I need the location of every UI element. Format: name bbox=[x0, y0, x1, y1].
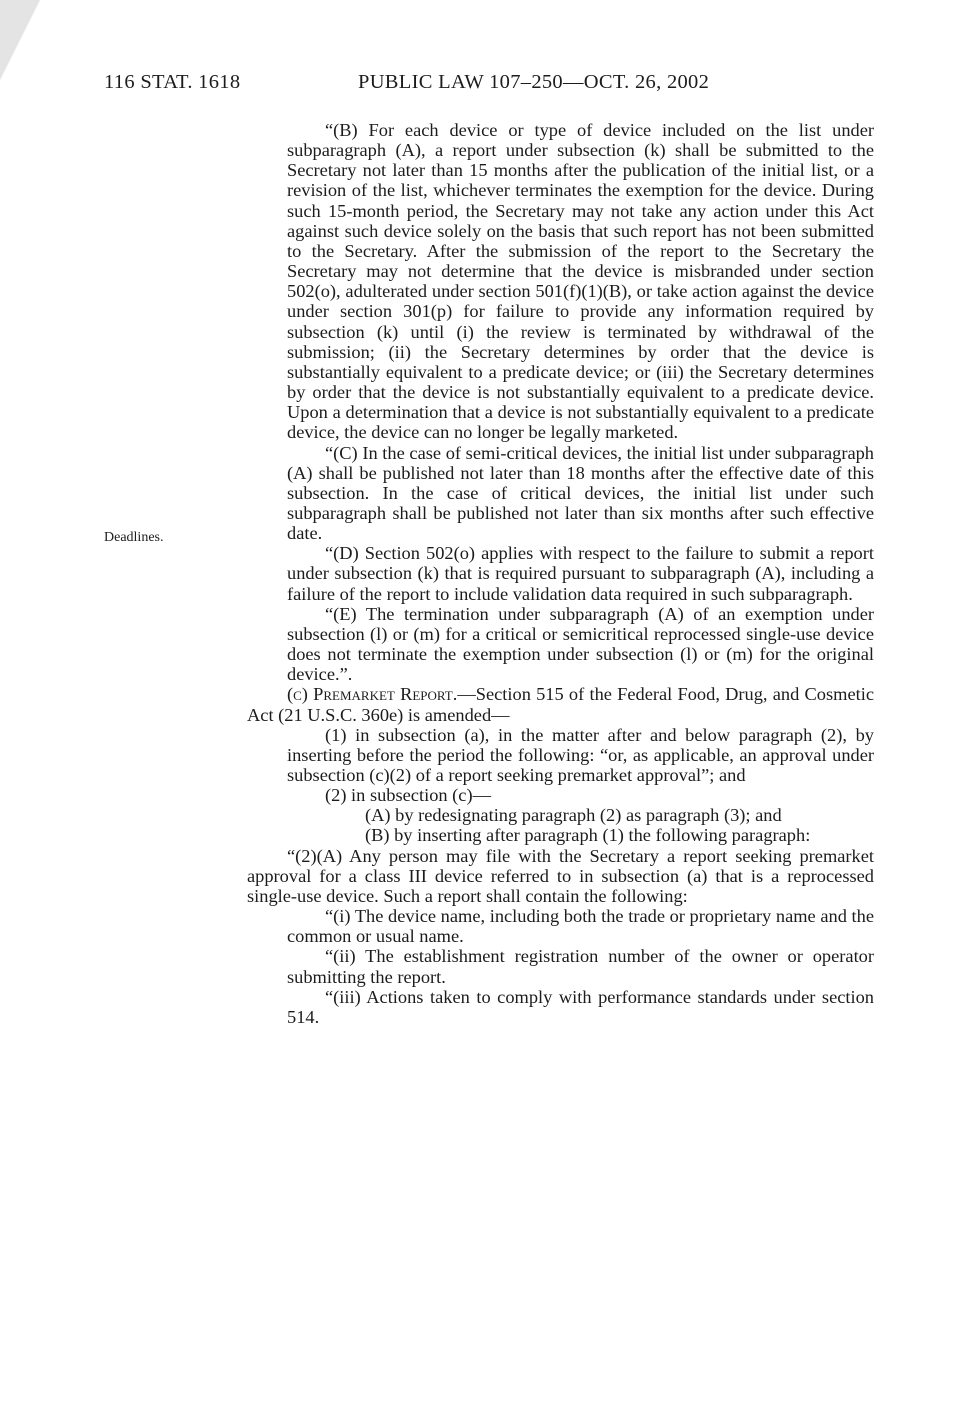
document-body bbox=[247, 120, 874, 1027]
premarket-report-heading: (c) Premarket Report. bbox=[287, 684, 458, 705]
law-title-header: PUBLIC LAW 107–250—OCT. 26, 2002 bbox=[358, 71, 710, 93]
margin-note-deadlines: Deadlines. bbox=[104, 530, 164, 545]
paragraph-1: (1) in subsection (a), in the matter after and below paragraph (2), by inserting before the period the following: “or, as applicable, an approval under subsection (c)(2) of a report seeking premarket approval”; and bbox=[287, 724, 874, 785]
paragraph-i: “(i) The device name, including both the trade or proprietary name and the common or usual name. bbox=[287, 906, 874, 947]
paragraph-2b: (B) by inserting after paragraph (1) the following paragraph: bbox=[365, 825, 811, 846]
page-number-header: 116 STAT. 1618 bbox=[104, 71, 241, 93]
premarket-report-text: —Section 515 of the Federal Food, Drug, and Cosmetic Act (21 U.S.C. 360e) is amended— bbox=[247, 684, 874, 725]
paragraph-ii: “(ii) The establishment registration number of the owner or operator submitting the report. bbox=[287, 946, 874, 987]
scan-corner-shadow bbox=[0, 0, 40, 80]
paragraph-c: “(C) In the case of semi-critical devices, the initial list under subparagraph (A) shall be published not later than 18 months after the effective date of this subsection. In the case of critical devices, the initial list under such subparagraph shall be published not later than six months after such effective date. bbox=[287, 442, 874, 544]
paragraph-2: (2) in subsection (c)— bbox=[325, 785, 491, 806]
paragraph-2A-any-person: “(2)(A) Any person may file with the Secretary a report seeking premarket approval for a class III device referred to in subsection (a) that is a reprocessed single-use device. Such a report shall contain the following: bbox=[247, 845, 874, 906]
paragraph-premarket-report bbox=[247, 684, 874, 724]
paragraph-iii: “(iii) Actions taken to comply with performance standards under section 514. bbox=[287, 986, 874, 1027]
paragraph-e: “(E) The termination under subparagraph (A) of an exemption under subsection (l) or (m) for a critical or semicritical reprocessed single-use device does not terminate the exemption under subsection (l) or (m) for the original device.”. bbox=[287, 603, 874, 685]
paragraph-d: “(D) Section 502(o) applies with respect to the failure to submit a report under subsection (k) that is required pursuant to subparagraph (A), including a failure of the report to include validation data required in such subparagraph. bbox=[287, 543, 874, 604]
paragraph-b: “(B) For each device or type of device included on the list under subparagraph (A), a report under subsection (k) shall be submitted to the Secretary not later than 15 months after the publication of the initial list, or a revision of the list, whichever terminates the exemption for the device. During such 15-month period, the Secretary may not take any action under this Act against such device solely on the basis that such report has not been submitted to the Secretary. After the submission of the report to the Secretary the Secretary may not determine that the device is misbranded under section 502(o), adulterated under section 501(f)(1)(B), or take action against the device under section 301(p) for failure to provide any information required by subsection (k) until (i) the review is terminated by withdrawal of the submission; (ii) the Secretary determines by order that the device is substantially equivalent to a predicate device; or (iii) the Secretary determines by order that the device is not substantially equivalent to a predicate device. Upon a determination that a device is not substantially equivalent to a predicate device, the device can no longer be legally marketed. bbox=[287, 120, 874, 443]
paragraph-2a: (A) by redesignating paragraph (2) as paragraph (3); and bbox=[365, 805, 782, 826]
